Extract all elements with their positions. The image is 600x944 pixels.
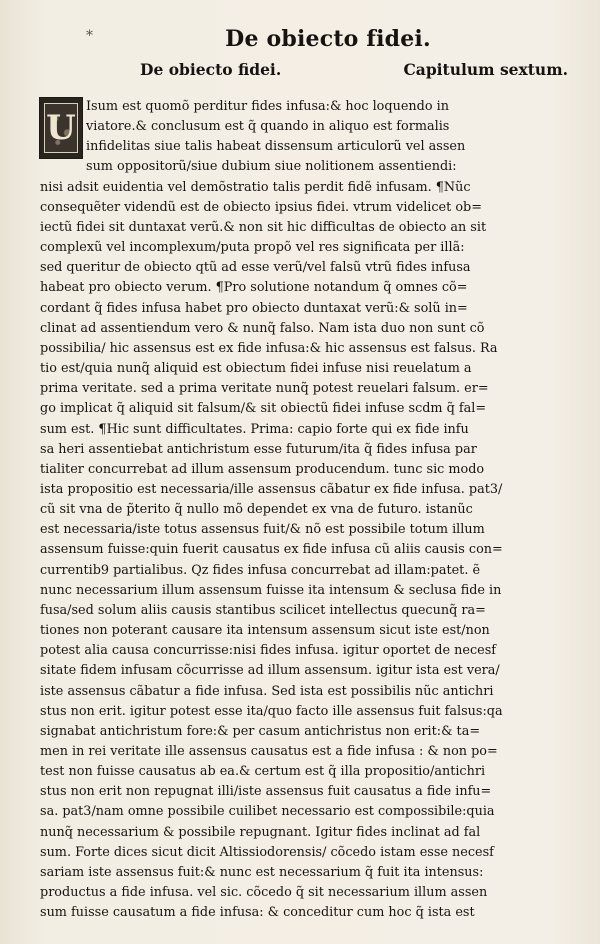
text-line: sum est. ¶Hic sunt difficultates. Prima: capio forte qui ex fide infu <box>40 421 469 437</box>
text-line: sa heri assentiebat antichristum esse futurum/ita q̃ fides infusa par <box>40 441 477 457</box>
text-line: sum. Forte dices sicut dicit Altissiodorensis/ cõcedo istam esse necesf <box>40 844 494 860</box>
text-line: sed queritur de obiecto qtũ ad esse verũ/vel falsũ vtrũ fides infusa <box>40 260 471 276</box>
text-line: signabat antichristum fore:& per casum antichristus non erit:& ta= <box>40 723 481 739</box>
text-line: sa. pat3/nam omne possibile cuilibet necessario est compossibile:quia <box>40 804 495 820</box>
text-line: nunc necessarium illum assensum fuisse ita intensum & seclusa fide in <box>40 582 502 598</box>
initial-letter: U <box>44 103 78 153</box>
text-line: nisi adsit euidentia vel demõstratio talis perdit fidẽ infusam. ¶Nũc <box>40 179 471 195</box>
chapter-number: Capitulum sextum. <box>403 60 568 79</box>
text-line: assensum fuisse:quin fuerit causatus ex fide infusa cũ aliis causis con= <box>40 542 503 558</box>
text-line: viatore.& conclusum est q̃ quando in aliquo est formalis <box>86 119 450 135</box>
text-line: fusa/sed solum aliis causis stantibus scilicet intellectus quecunq̃ ra= <box>40 602 486 618</box>
text-line: currentib9 partialibus. Qz fides infusa concurrebat ad illam:patet. ẽ <box>40 562 481 578</box>
text-line: possibilia/ hic assensus est ex fide infusa:& hic assensus est falsus. Ra <box>40 340 498 356</box>
body-text <box>40 97 568 923</box>
text-line: men in rei veritate ille assensus causatus est a fide infusa : & non po= <box>40 744 498 759</box>
text-line: sitate fidem infusam cõcurrisse ad illum assensum. igitur ista est vera/ <box>40 663 500 679</box>
text-line: prima veritate. sed a prima veritate nunq̃ potest reuelari falsum. er= <box>40 381 489 397</box>
text-line: cordant q̃ fides infusa habet pro obiecto duntaxat verũ:& solũ in= <box>40 300 468 316</box>
text-line: infidelitas siue talis habeat dissensum articulorũ vel assen <box>86 139 466 155</box>
text-line: productus a fide infusa. vel sic. cõcedo q̃ sit necessarium illum assen <box>40 885 488 901</box>
text-line: test non fuisse causatus ab ea.& certum est q̃ illa propositio/antichri <box>40 764 486 780</box>
text-line: sum oppositorũ/siue dubium siue nolitionem assentiendi: <box>86 159 457 175</box>
text-line: consequẽter videndũ est de obiecto ipsius fidei. vtrum videlicet ob= <box>40 199 482 215</box>
text-line: sum fuisse causatum a fide infusa: & conceditur cum hoc q̃ ista est <box>40 905 475 921</box>
text-line: sariam iste assensus fuit:& nunc est necessarium q̃ fuit ita intensus: <box>40 864 484 880</box>
text-line: cũ sit vna de p̃terito q̃ nullo mõ dependet ex vna de futuro. istanũc <box>40 502 473 518</box>
text-line: go implicat q̃ aliquid sit falsum/& sit obiectũ fidei infuse scdm q̃ fal= <box>40 401 487 417</box>
chapter-heading <box>140 60 568 79</box>
text-line: stus non erit. igitur potest esse ita/quo facto ille assensus fuit falsus:qa <box>40 703 503 719</box>
text-line: iste assensus cãbatur a fide infusa. Sed ista est possibilis nũc antichri <box>40 683 494 699</box>
text-line: ista propositio est necessaria/ille assensus cãbatur ex fide infusa. pat3/ <box>40 481 503 497</box>
text-line: clinat ad assentiendum vero & nunq̃ falso. Nam ista duo non sunt cõ <box>40 320 485 336</box>
text-line: habeat pro obiecto verum. ¶Pro solutione notandum q̃ omnes cõ= <box>40 280 468 296</box>
text-line: est necessaria/iste totus assensus fuit/& nõ est possibile totum illum <box>40 522 485 538</box>
running-head: De obiecto fidei. <box>225 26 431 52</box>
text-line: stus non erit non repugnat illi/iste assensus fuit causatus a fide infu= <box>40 784 492 800</box>
text-line: nunq̃ necessarium & possibile repugnant. Igitur fides inclinat ad fal <box>40 824 481 840</box>
text-line: tiones non poterant causare ita intensum assensum sicut iste est/non <box>40 623 490 639</box>
margin-mark: * <box>86 28 93 44</box>
text-line: tialiter concurrebat ad illum assensum producendum. tunc sic modo <box>40 461 485 477</box>
text-line: iectũ fidei sit duntaxat verũ.& non sit hic difficultas de obiecto an sit <box>40 219 487 235</box>
text-line: Isum est quomõ perditur fides infusa:& hoc loquendo in <box>86 99 449 114</box>
text-line: complexũ vel incomplexum/puta propõ vel res significata per illã: <box>40 240 465 256</box>
chapter-title: De obiecto fidei. <box>140 60 282 79</box>
text-line: tio est/quia nunq̃ aliquid est obiectum fidei infuse nisi reuelatum a <box>40 361 472 377</box>
text-line: potest alia causa concurrisse:nisi fides infusa. igitur oportet de necesf <box>40 643 496 659</box>
